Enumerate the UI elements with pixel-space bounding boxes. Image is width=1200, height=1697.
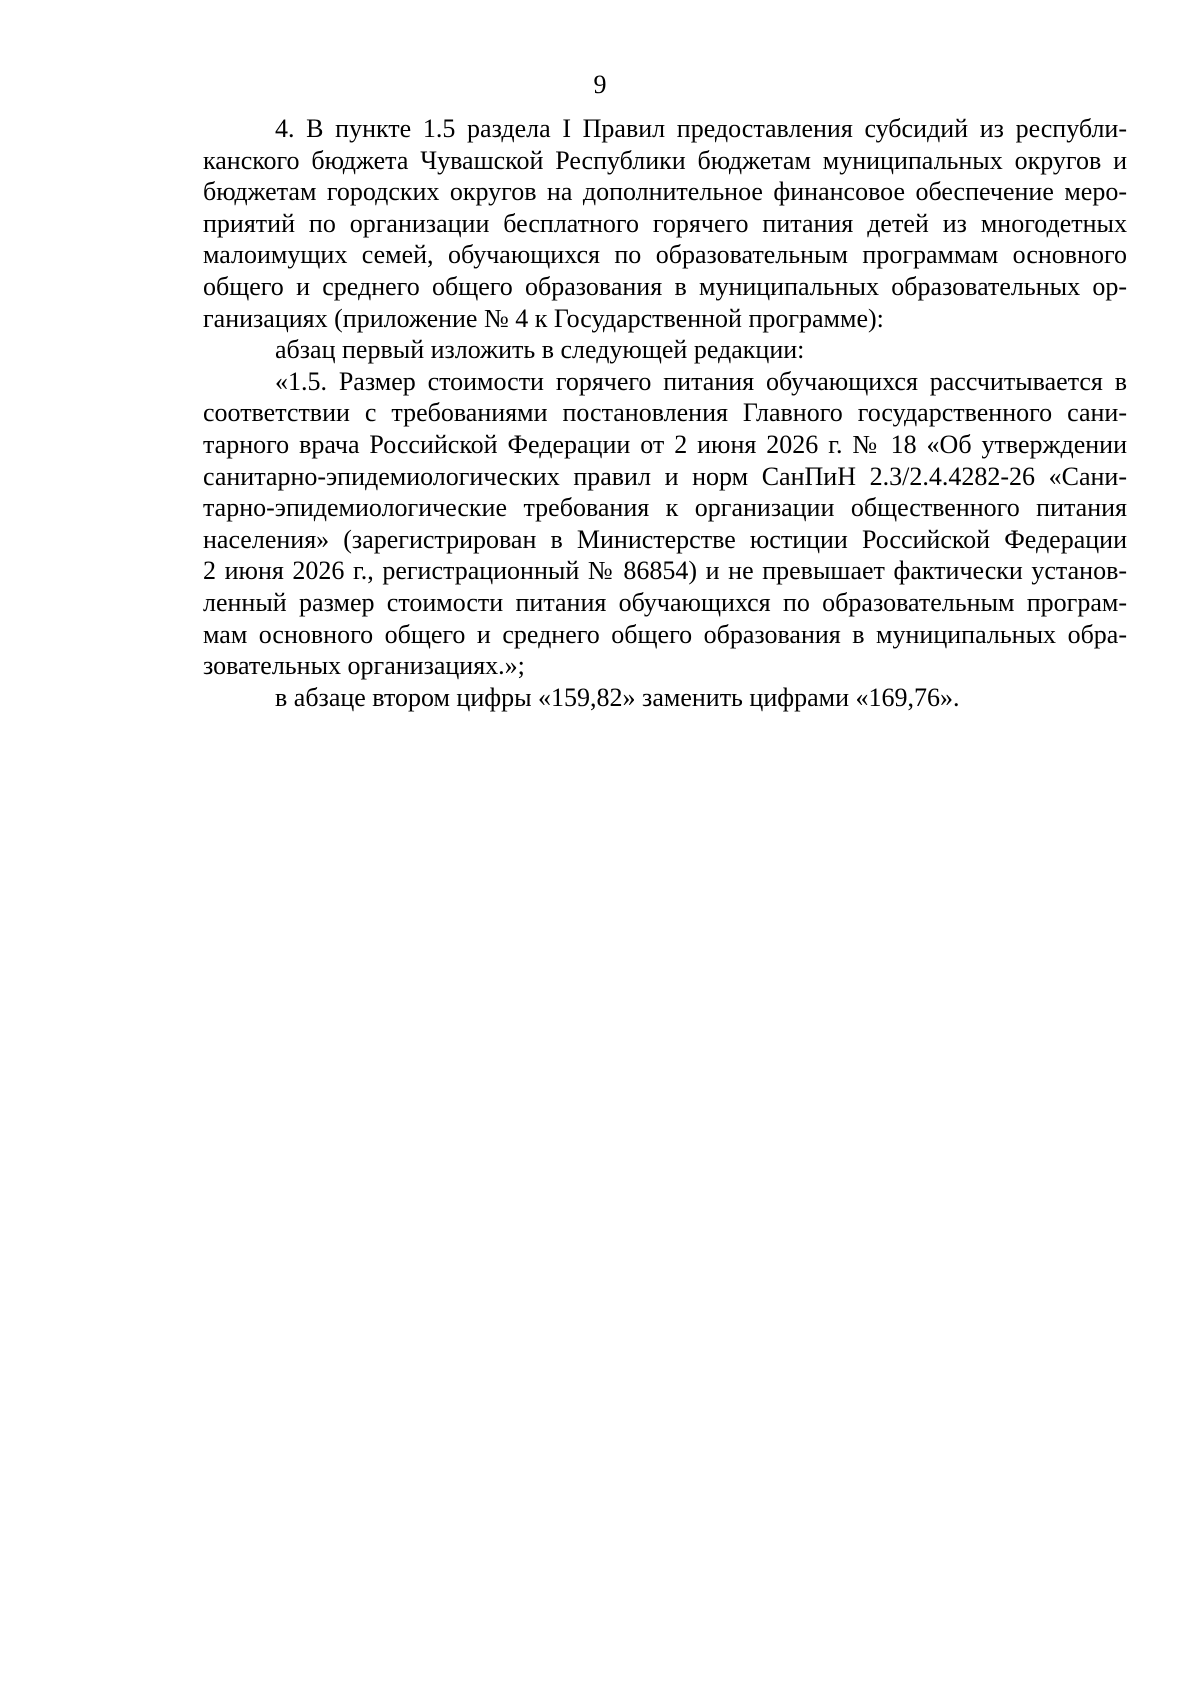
page-number: 9 [593,70,607,99]
text-line: общего и среднего общего образования в муниципальных образовательных ор- [203,271,1127,301]
text-line: 2 июня 2026 г., регистрационный № 86854) и не превышает фактически установ- [203,556,1127,586]
text-line: 4. В пункте 1.5 раздела I Правил предоставления субсидий из республи- [275,114,1128,143]
paragraph-item-4 [203,113,1127,334]
text-line: в абзаце втором цифры «159,82» заменить цифрами «169,76». [275,682,960,712]
text-line: соответствии с требованиями постановления Главного государственного сани- [203,398,1127,428]
text-line: канского бюджета Чувашской Республики бюджетам муниципальных округов и [203,145,1127,175]
text-line: приятий по организации бесплатного горячего питания детей из многодетных [203,208,1127,238]
text-line: зовательных организациях.»; [203,651,525,681]
text-line: ганизациях (приложение № 4 к Государственной программе): [203,303,884,333]
text-line: мам основного общего и среднего общего образования в муниципальных обра- [203,619,1127,649]
text-line: тарно-эпидемиологические требования к организации общественного питания [203,493,1127,523]
document-body [203,113,1127,713]
text-line: населения» (зарегистрирован в Министерстве юстиции Российской Федерации [203,524,1127,554]
text-line: ленный размер стоимости питания обучающихся по образовательным програм- [203,587,1127,617]
text-line: бюджетам городских округов на дополнительное финансовое обеспечение меро- [203,177,1127,207]
text-line: «1.5. Размер стоимости горячего питания обучающихся рассчитывается в [275,366,1127,396]
paragraph-new-wording-1-5 [203,366,1127,682]
text-line: санитарно-эпидемиологических правил и норм СанПиН 2.3/2.4.4282-26 «Сани- [203,461,1127,491]
text-line: абзац первый изложить в следующей редакции: [275,335,805,365]
text-line: тарного врача Российской Федерации от 2 июня 2026 г. № 18 «Об утверждении [203,429,1127,459]
paragraph-instruction-first [203,334,1127,366]
paragraph-instruction-second [203,682,1127,714]
text-line: малоимущих семей, обучающихся по образовательным программам основного [203,240,1127,270]
